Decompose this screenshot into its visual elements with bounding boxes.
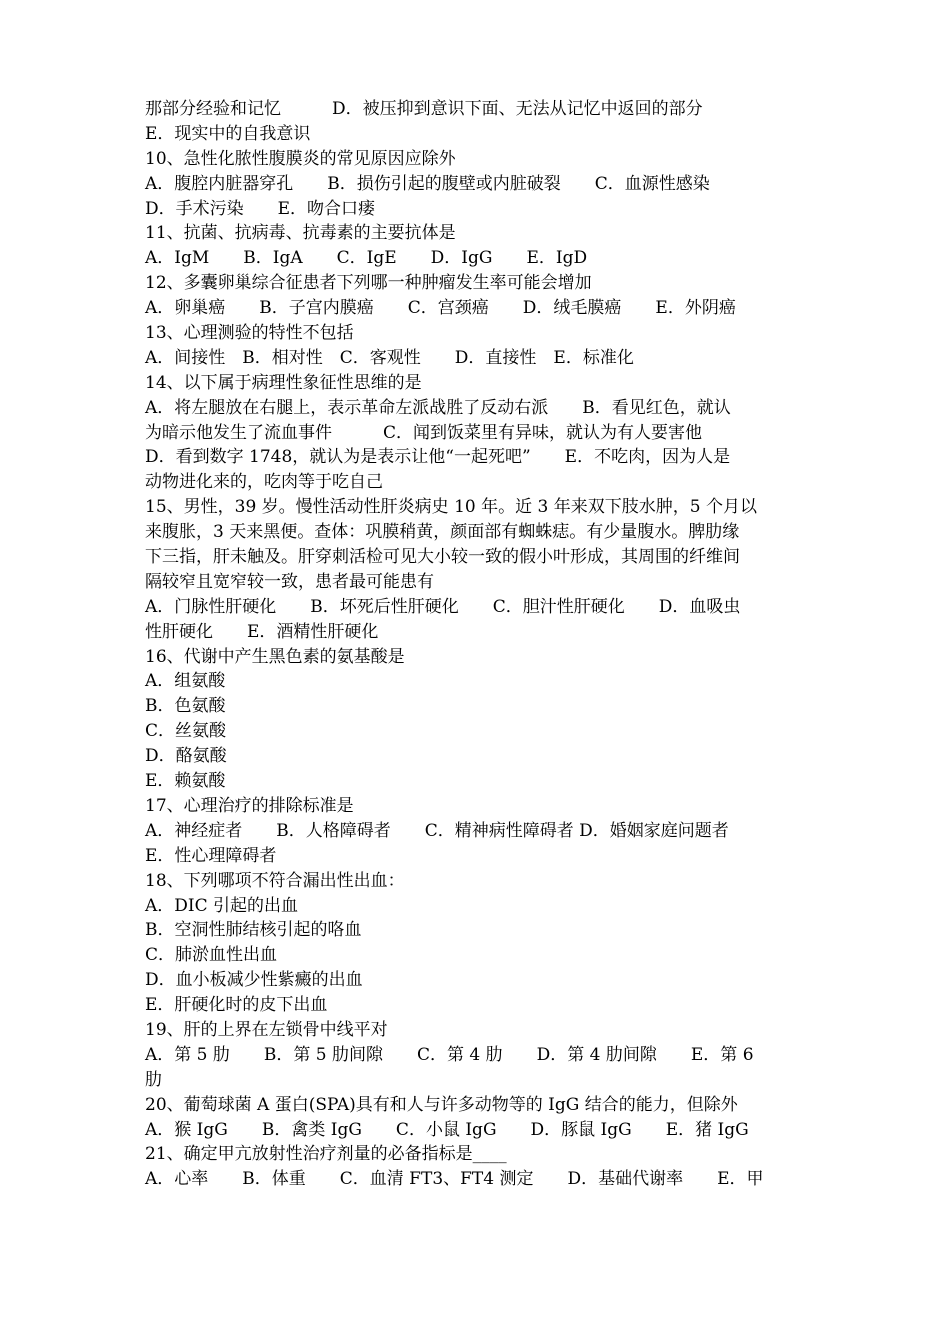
text-line: 为暗示他发生了流血事件 C．闻到饭菜里有异味，就认为有人要害他: [145, 422, 703, 443]
text-line: E．赖氨酸: [145, 771, 226, 792]
text-line: 12、多囊卵巢综合征患者下列哪一种肿瘤发生率可能会增加: [145, 273, 592, 294]
text-line: 性肝硬化 E．酒精性肝硬化: [145, 621, 379, 642]
text-line: A．卵巢癌 B．子宫内膜癌 C．宫颈癌 D．绒毛膜癌 E．外阴癌: [145, 298, 736, 319]
text-line: D．手术污染 E．吻合口瘘: [145, 198, 376, 219]
text-line: 19、肝的上界在左锁骨中线平对: [145, 1019, 388, 1040]
text-line: 14、以下属于病理性象征性思维的是: [145, 372, 422, 393]
text-line: 20、葡萄球菌 A 蛋白(SPA)具有和人与许多动物等的 IgG 结合的能力，但除外: [145, 1094, 738, 1115]
text-line: D．酪氨酸: [145, 746, 227, 767]
text-line: A．猴 IgG B．禽类 IgG C．小鼠 IgG D．豚鼠 IgG E．猪 IgG: [145, 1119, 749, 1140]
text-line: A．组氨酸: [145, 671, 226, 692]
text-line: A．间接性 B．相对性 C．客观性 D．直接性 E．标准化: [145, 347, 634, 368]
text-line: D．血小板减少性紫癜的出血: [145, 970, 363, 991]
text-line: C．肺淤血性出血: [145, 945, 278, 966]
text-line: A．将左腿放在右腿上，表示革命左派战胜了反动右派 B．看见红色，就认: [145, 397, 731, 418]
text-line: 来腹胀，3 天来黑便。查体：巩膜稍黄，颜面部有蜘蛛痣。有少量腹水。脾肋缘: [145, 522, 740, 543]
text-line: 动物进化来的，吃肉等于吃自己: [145, 472, 383, 493]
text-line: 18、下列哪项不符合漏出性出血：: [145, 870, 405, 891]
text-line: 下三指，肝未触及。肝穿刺活检可见大小较一致的假小叶形成，其周围的纤维间: [145, 547, 740, 568]
text-line: 17、心理治疗的排除标准是: [145, 795, 354, 816]
text-line: E．性心理障碍者: [145, 845, 277, 866]
text-line: 15、男性，39 岁。慢性活动性肝炎病史 10 年。近 3 年来双下肢水肿，5 个月以: [145, 497, 757, 518]
document-body: [145, 97, 810, 1192]
text-line: A．门脉性肝硬化 B．坏死后性肝硬化 C．胆汁性肝硬化 D．血吸虫: [145, 596, 741, 617]
text-line: D．看到数字 1748，就认为是表示让他“一起死吧” E．不吃肉，因为人是: [145, 447, 731, 468]
text-line: 10、急性化脓性腹膜炎的常见原因应除外: [145, 148, 456, 169]
text-line: 21、确定甲亢放射性治疗剂量的必备指标是____: [145, 1144, 507, 1165]
text-line: 隔较窄且宽窄较一致，患者最可能患有: [145, 571, 434, 592]
text-line: E．肝硬化时的皮下出血: [145, 995, 328, 1016]
text-line: A．IgM B．IgA C．IgE D．IgG E．IgD: [145, 248, 588, 269]
text-line: 肋: [145, 1069, 162, 1090]
text-line: A．心率 B．体重 C．血清 FT3、FT4 测定 D．基础代谢率 E．甲: [145, 1169, 764, 1190]
text-line: C．丝氨酸: [145, 721, 227, 742]
text-line: 13、心理测验的特性不包括: [145, 323, 354, 344]
text-line: A．腹腔内脏器穿孔 B．损伤引起的腹壁或内脏破裂 C．血源性感染: [145, 173, 710, 194]
text-line: B．色氨酸: [145, 696, 226, 717]
text-line: 16、代谢中产生黑色素的氨基酸是: [145, 646, 405, 667]
text-line: E．现实中的自我意识: [145, 123, 311, 144]
text-line: A．神经症者 B．人格障碍者 C．精神病性障碍者 D．婚姻家庭问题者: [145, 820, 729, 841]
text-line: 11、抗菌、抗病毒、抗毒素的主要抗体是: [145, 223, 456, 244]
text-line: 那部分经验和记忆 D．被压抑到意识下面、无法从记忆中返回的部分: [145, 99, 703, 119]
text-line: A．DIC 引起的出血: [145, 895, 299, 916]
text-line: B．空洞性肺结核引起的咯血: [145, 920, 362, 941]
text-line: A．第 5 肋 B．第 5 肋间隙 C．第 4 肋 D．第 4 肋间隙 E．第 6: [145, 1044, 754, 1065]
